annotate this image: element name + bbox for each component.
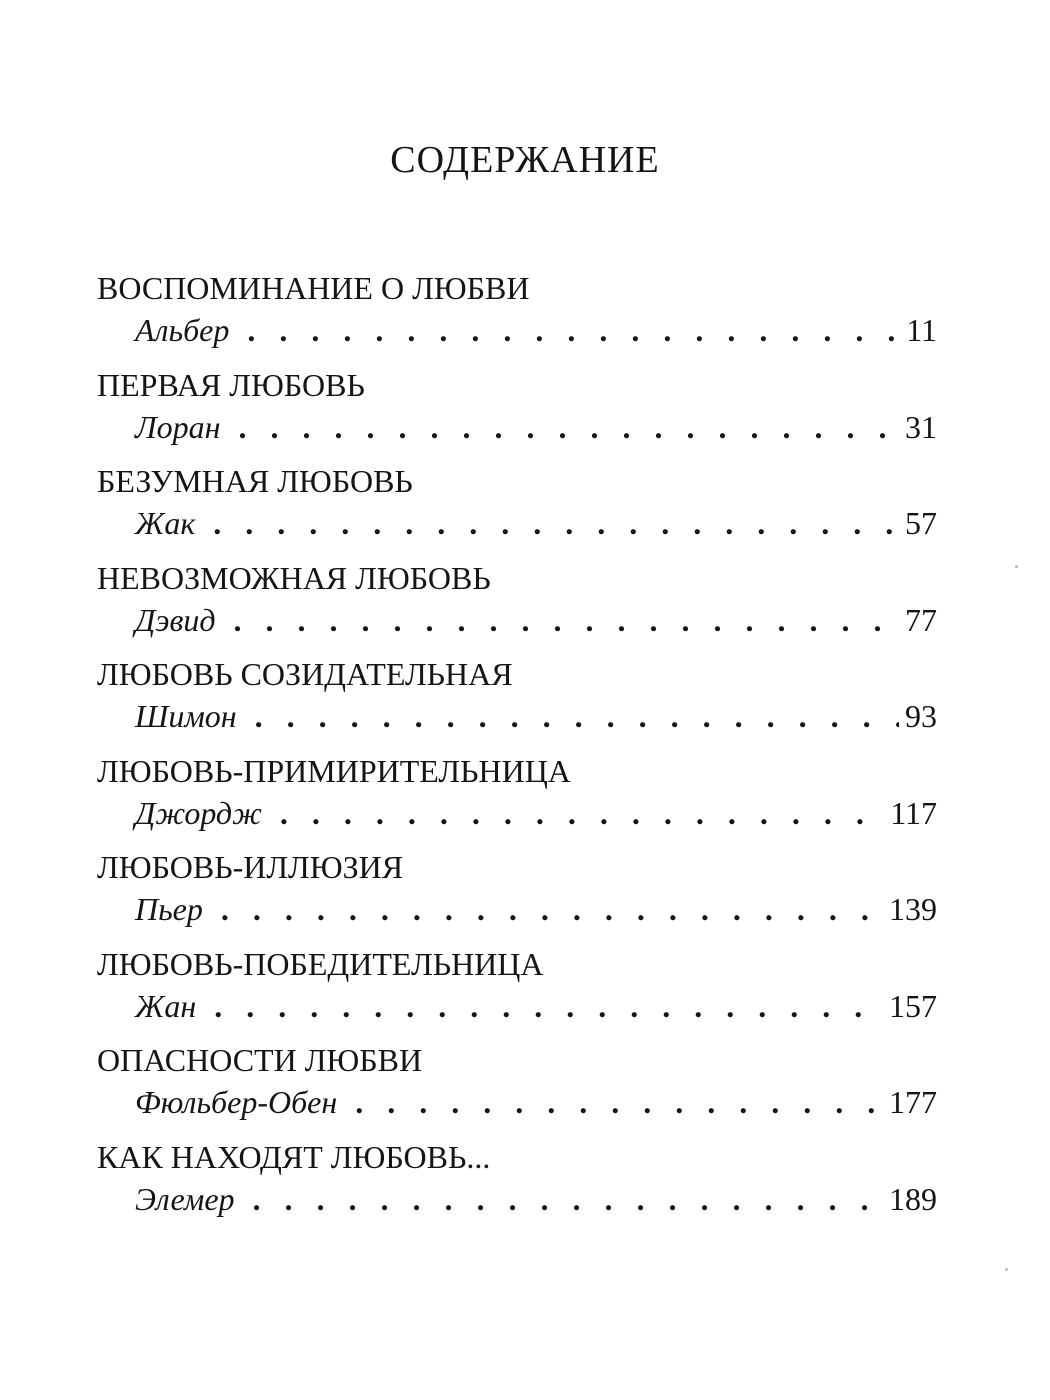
page-number: 77 xyxy=(905,601,937,638)
chapter-title: ЛЮБОВЬ-ПРИМИРИТЕЛЬНИЦА xyxy=(97,752,571,789)
chapter-title: НЕВОЗМОЖНАЯ ЛЮБОВЬ xyxy=(97,559,491,596)
author-name: Альбер xyxy=(135,312,230,348)
chapter-title: ЛЮБОВЬ СОЗИДАТЕЛЬНАЯ xyxy=(97,656,513,692)
dot-leader xyxy=(247,310,900,350)
author-name: Лоран xyxy=(135,408,221,445)
author-name: Шимон xyxy=(135,698,237,734)
author-name: Жан xyxy=(135,987,197,1024)
toc-entry xyxy=(97,461,937,558)
toc-list xyxy=(97,268,937,1233)
author-name: Дэвид xyxy=(135,601,216,638)
page-number: 57 xyxy=(905,505,937,541)
chapter-title: ПЕРВАЯ ЛЮБОВЬ xyxy=(97,366,365,403)
toc-entry xyxy=(97,1137,937,1234)
chapter-title: ЛЮБОВЬ-ПОБЕДИТЕЛЬНИЦА xyxy=(97,945,544,982)
chapter-title: БЕЗУМНАЯ ЛЮБОВЬ xyxy=(97,463,413,499)
page-number: 139 xyxy=(889,891,937,927)
author-name: Джордж xyxy=(135,794,262,831)
author-row xyxy=(135,986,937,1026)
toc-entry xyxy=(97,654,937,751)
toc-title: СОДЕРЖАНИЕ xyxy=(390,139,660,181)
dot-leader xyxy=(234,600,899,640)
chapter-title: ВОСПОМИНАНИЕ О ЛЮБВИ xyxy=(97,270,530,306)
toc-entry xyxy=(97,944,937,1041)
dot-leader xyxy=(213,503,899,543)
author-row xyxy=(135,696,937,736)
author-row xyxy=(135,1082,937,1122)
page-number: 31 xyxy=(905,408,937,445)
toc-entry xyxy=(97,365,937,462)
dot-leader xyxy=(239,407,899,447)
author-row xyxy=(135,793,937,833)
page-number: 189 xyxy=(889,1180,937,1217)
toc-entry xyxy=(97,751,937,848)
author-row xyxy=(135,407,937,447)
chapter-title: ЛЮБОВЬ-ИЛЛЮЗИЯ xyxy=(97,849,404,885)
toc-entry xyxy=(97,558,937,655)
dot-leader xyxy=(280,793,884,833)
paper-speck xyxy=(1015,565,1018,568)
chapter-title: ОПАСНОСТИ ЛЮБВИ xyxy=(97,1042,423,1078)
author-row xyxy=(135,1179,937,1219)
dot-leader xyxy=(214,986,883,1026)
author-name: Элемер xyxy=(135,1180,235,1217)
dot-leader xyxy=(355,1082,883,1122)
author-row xyxy=(135,889,937,929)
toc-entry xyxy=(97,268,937,365)
author-row xyxy=(135,600,937,640)
dot-leader xyxy=(253,1179,883,1219)
page-number: 177 xyxy=(889,1084,937,1120)
author-name: Пьер xyxy=(135,891,203,927)
page-number: 117 xyxy=(890,794,937,831)
paper-speck xyxy=(1005,1268,1008,1271)
page-number: 157 xyxy=(889,987,937,1024)
dot-leader xyxy=(221,889,883,929)
toc-entry xyxy=(97,847,937,944)
dot-leader xyxy=(255,696,899,736)
author-row xyxy=(135,310,937,350)
author-name: Фюльбер-Обен xyxy=(135,1084,338,1120)
chapter-title: КАК НАХОДЯТ ЛЮБОВЬ... xyxy=(97,1138,491,1175)
page-number: 11 xyxy=(906,312,937,348)
page-number: 93 xyxy=(905,698,937,734)
author-row xyxy=(135,503,937,543)
author-name: Жак xyxy=(135,505,196,541)
toc-entry xyxy=(97,1040,937,1137)
